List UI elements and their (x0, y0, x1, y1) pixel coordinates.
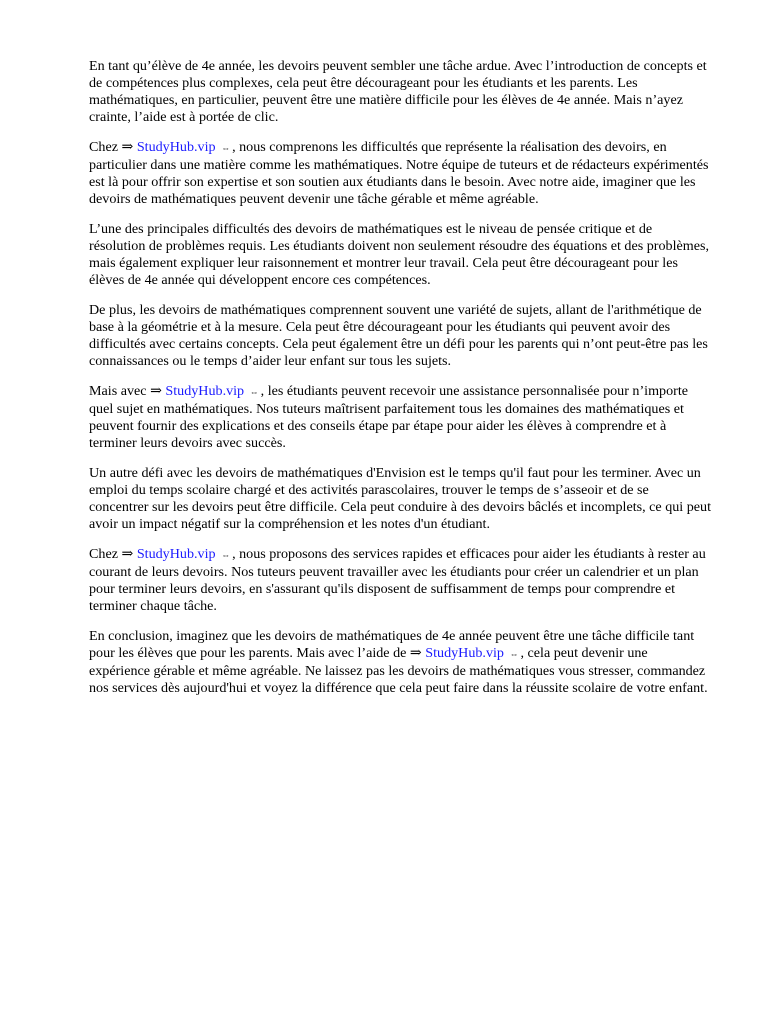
studyhub-link[interactable]: StudyHub.vip (136, 139, 216, 155)
paragraph-7 (89, 546, 711, 615)
arrow-right-icon: ⇒ (150, 383, 162, 399)
double-arrow-icon: ⇔ (221, 143, 231, 153)
double-arrow-icon: ⇔ (249, 387, 259, 397)
studyhub-link[interactable]: StudyHub.vip (425, 645, 504, 661)
double-arrow-icon: ⇔ (509, 649, 519, 659)
paragraph-5 (89, 383, 711, 452)
paragraph-7-lead: Chez (89, 546, 122, 562)
studyhub-link[interactable]: StudyHub.vip (165, 383, 245, 399)
paragraph-3: L’une des principales difficultés des devoirs de mathématiques est le niveau de pensée critique et de résolution de problèmes requis. Les étudiants doivent non seulement résoudre des équations et des problèmes, mais également expliquer leur raisonnement et montrer leur travail. Cela peut être décourageant pour les élèves de 4e année qui développent encore ces compétences. (89, 221, 709, 288)
paragraph-2-rest: , nous comprenons les difficultés que représente la réalisation des devoirs, en particulier dans une matière comme les mathématiques. Notre équipe de tuteurs et de rédacteurs expérimentés est là pour offrir son expertise et son soutien aux étudiants dans le besoin. Avec notre aide, imaginer que les devoirs de mathématiques peuvent devenir une tâche gérable et même agréable. (89, 139, 709, 207)
paragraph-4: De plus, les devoirs de mathématiques comprennent souvent une variété de sujets, allant de l'arithmétique de base à la géométrie et à la mesure. Cela peut être décourageant pour les étudiants qui peuvent avoir des difficultés avec certains concepts. Cela peut également être un défi pour les parents qui n’ont peut-être pas les connaissances ou le temps d’aider leur enfant sur tous les sujets. (89, 302, 708, 369)
arrow-right-icon: ⇒ (121, 546, 134, 562)
paragraph-8-lead: En conclusion, imaginez que les devoirs de mathématiques de 4e année peuvent être une tâche difficile tant pour les élèves que pour les parents. Mais avec l’aide de (89, 628, 695, 661)
studyhub-link[interactable]: StudyHub.vip (136, 546, 216, 562)
paragraph-5-rest: , les étudiants peuvent recevoir une assistance personnalisée pour n’importe quel sujet en mathématiques. Nos tuteurs maîtrisent parfaitement tous les domaines des mathématiques et peuvent fournir des explications et des conseils étape par étape pour aider les élèves à comprendre et à terminer leurs devoirs avec succès. (89, 383, 689, 451)
document-body (89, 58, 711, 710)
paragraph-8 (89, 628, 711, 697)
double-arrow-icon: ⇔ (221, 550, 231, 560)
paragraph-7-rest: , nous proposons des services rapides et efficaces pour aider les étudiants à rester au courant de leurs devoirs. Nos tuteurs peuvent travailler avec les étudiants pour créer un calendrier et un plan pour terminer leurs devoirs, en s'assurant qu'ils disposent de suffisamment de temps pour comprendre et terminer chaque tâche. (89, 546, 706, 614)
paragraph-2-lead: Chez (89, 139, 122, 155)
paragraph-5-lead: Mais avec (89, 383, 151, 399)
paragraph-6: Un autre défi avec les devoirs de mathématiques d'Envision est le temps qu'il faut pour les terminer. Avec un emploi du temps scolaire chargé et des activités parascolaires, trouver le temps de s’asseoir et de se concentrer sur les devoirs peut être difficile. Cela peut conduire à des devoirs bâclés et incomplets, ce qui peut avoir un impact négatif sur la compréhension et les notes d'un étudiant. (89, 465, 711, 532)
paragraph-2 (89, 139, 711, 208)
arrow-right-icon: ⇒ (409, 645, 422, 661)
paragraph-8-rest: , cela peut devenir une expérience gérable et même agréable. Ne laissez pas les devoirs de mathématiques vous stresser, commandez nos services dès aujourd'hui et voyez la différence que cela peut faire dans la réussite scolaire de votre enfant. (89, 645, 708, 696)
paragraph-1: En tant qu’élève de 4e année, les devoirs peuvent sembler une tâche ardue. Avec l’introduction de concepts et de compétences plus complexes, cela peut être décourageant pour les étudiants et les parents. Les mathématiques, en particulier, peuvent être une matière difficile pour les élèves de 4e année. Mais n’ayez crainte, l’aide est à portée de clic. (89, 58, 707, 125)
arrow-right-icon: ⇒ (121, 139, 134, 155)
